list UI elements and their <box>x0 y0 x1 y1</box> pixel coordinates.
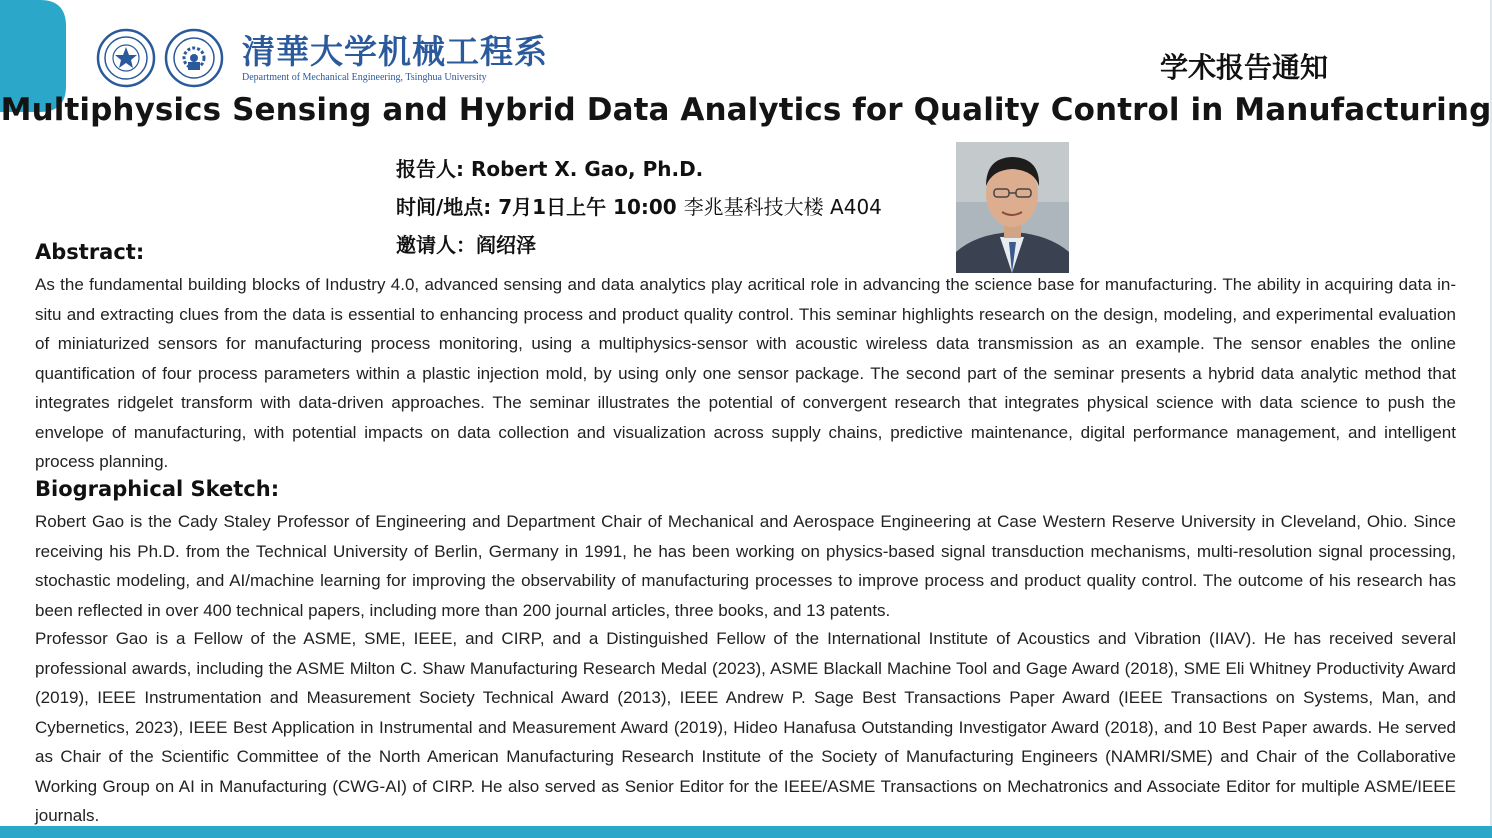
bio-paragraph-2: Professor Gao is a Fellow of the ASME, SME, IEEE, and CIRP, and a Distinguished Fellow of the International Institute of Acoustics and Vibration (IIAV). He has received several professional awards, including the ASME Milton C. Shaw Manufacturing Research Medal (2023), ASME Blackall Machine Tool and Gage Award (2018), SME Eli Whitney Productivity Award (2019), IEEE Instrumentation and Measurement Society Technical Award (2013), IEEE Andrew P. Sage Best Transactions Paper Award (IEEE Transactions on Systems, Man, and Cybernetics, 2023), IEEE Best Application in Instrumental and Measurement Award (2019), Hideo Hanafusa Outstanding Investigator Award (2018), and 10 Best Paper awards. He served as Chair of the Scientific Committee of the North American Manufacturing Research Institute of the Society of Manufacturing Engineers (NAMRI/SME) and Chair of the Collaborative Working Group on AI in Manufacturing (CWG-AI) of CIRP. He also served as Senior Editor for the IEEE/ASME Transactions on Mechatronics and Associate Editor for multiple ASME/IEEE journals. <box>35 629 1456 825</box>
tsinghua-seal-icon <box>96 28 156 88</box>
time-place-label: 时间/地点: <box>396 195 499 219</box>
header-logo-group <box>96 28 548 88</box>
department-name-cn: 清華大学机械工程系 <box>242 31 548 71</box>
speaker-line <box>396 150 882 188</box>
department-name-en: Department of Mechanical Engineering, Tsinghua University <box>242 71 487 83</box>
abstract-text: As the fundamental building blocks of Industry 4.0, advanced sensing and data analytics play acritical role in advancing the science base for manufacturing. The ability in acquiring data in-situ and extracting clues from the data is essential to enhancing process and product quality control. This seminar highlights research on the design, modeling, and experimental evaluation of miniaturized sensors for manufacturing process monitoring, using a multiphysics-sensor with acoustic wireless data transmission as an example. The sensor enables the online quantification of four process parameters within a plastic injection mold, by using only one sensor package. The second part of the seminar presents a hybrid data analytic method that integrates ridgelet transform with data-driven approaches. The seminar illustrates the potential of convergent research that integrates physical science with data science to push the envelope of manufacturing, with potential impacts on data collection and visualization across supply chains, predictive maintenance, digital performance management, and intelligent process planning. <box>35 275 1456 471</box>
department-name <box>242 31 548 83</box>
abstract-heading: Abstract: <box>35 240 145 264</box>
seminar-place: 李兆基科技大楼 A404 <box>683 195 882 219</box>
bio-heading: Biographical Sketch: <box>35 477 280 501</box>
host-line <box>396 226 882 264</box>
speaker-portrait-icon <box>956 142 1069 273</box>
mechanical-dept-seal-icon <box>164 28 224 88</box>
seminar-notice-label: 学术报告通知 <box>1160 51 1329 84</box>
speaker-photo <box>956 142 1069 273</box>
host-label: 邀请人： <box>396 233 476 257</box>
page-title: Multiphysics Sensing and Hybrid Data Analytics for Quality Control in Manufacturing <box>0 92 1492 128</box>
bio-paragraph-1: Robert Gao is the Cady Staley Professor of Engineering and Department Chair of Mechanical and Aerospace Engineering at Case Western Reserve University in Cleveland, Ohio. Since receiving his Ph.D. from the Technical University of Berlin, Germany in 1991, he has been working on physics-based signal transduction mechanisms, multi-resolution signal processing, stochastic modeling, and AI/machine learning for improving the observability of manufacturing processes to improve process and product quality control. The outcome of his research has been reflected in over 400 technical papers, including more than 200 journal articles, three books, and 13 patents. <box>35 512 1456 620</box>
speaker-name: Robert X. Gao, Ph.D. <box>470 157 704 181</box>
speaker-label: 报告人: <box>396 157 471 181</box>
bottom-accent-bar <box>0 826 1492 838</box>
host-name: 阎绍泽 <box>476 233 536 257</box>
seminar-time: 7月1日上午 10:00 <box>498 195 684 219</box>
seminar-info <box>396 150 882 264</box>
time-place-line <box>396 188 882 226</box>
